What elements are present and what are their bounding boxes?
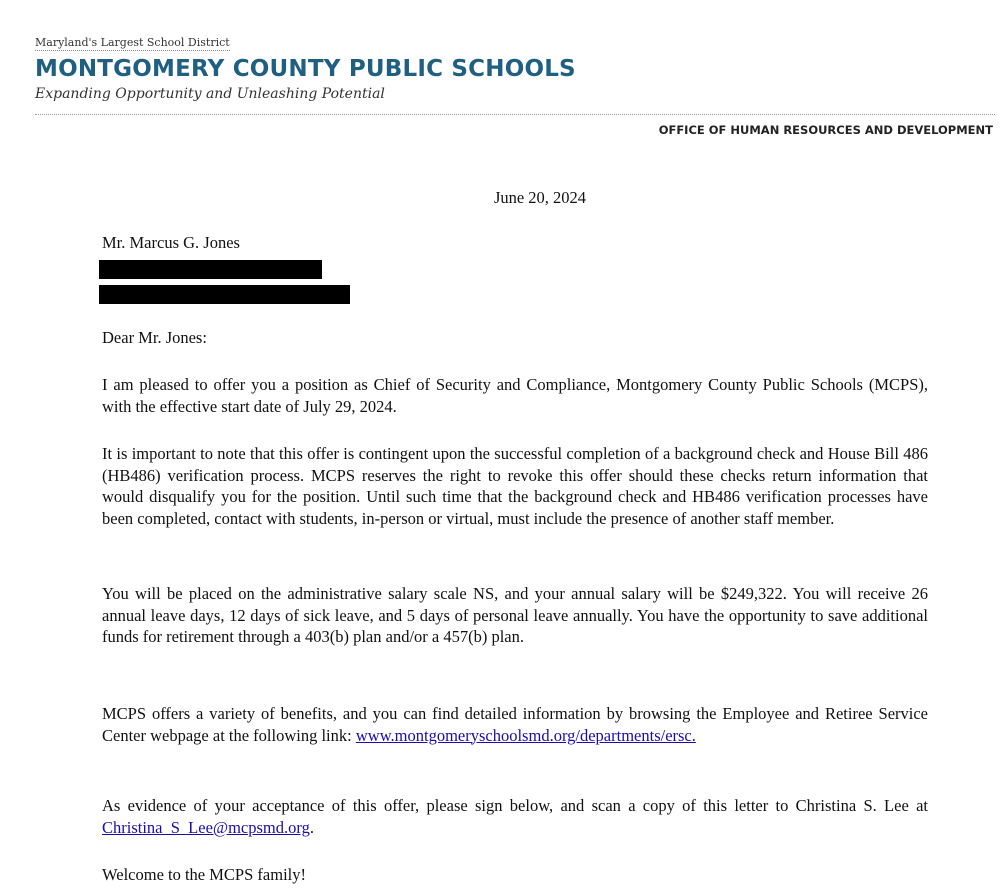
paragraph-offer-text: I am pleased to offer you a position as Chief of Security and Compliance, Montgomery County Public Schools (MCPS), with the effective start date of July 29, 2024. [102, 375, 928, 416]
recipient-name: Mr. Marcus G. Jones [102, 233, 240, 252]
paragraph-welcome-text: Welcome to the MCPS family! [102, 865, 306, 884]
salutation: Dear Mr. Jones: [102, 328, 207, 347]
office-name: OFFICE OF HUMAN RESOURCES AND DEVELOPMENT [658, 123, 993, 137]
redacted-address-line-1 [99, 260, 322, 279]
paragraph-contingency [102, 443, 928, 529]
paragraph-salary [102, 583, 928, 648]
paragraph-salary-text: You will be placed on the administrative salary scale NS, and your annual salary will be $249,322. You will receive 26 annual leave days, 12 days of sick leave, and 5 days of personal leave annually. You have the opportunity to save additional funds for retirement through a 403(b) plan and/or a 457(b) plan. [102, 584, 928, 646]
header-divider [35, 114, 995, 115]
organization-name: MONTGOMERY COUNTY PUBLIC SCHOOLS [35, 56, 576, 82]
paragraph-acceptance [102, 795, 928, 838]
paragraph-benefits [102, 703, 928, 746]
paragraph-contingency-text: It is important to note that this offer is contingent upon the successful completion of a background check and House Bill 486 (HB486) verification process. MCPS reserves the right to revoke this offer should these checks return information that would disqualify you for the position. Until such time that the background check and HB486 verification processes have been completed, contact with students, in-person or virtual, must include the presence of another staff member. [102, 444, 928, 528]
paragraph-offer [102, 374, 928, 417]
acceptance-text: As evidence of your acceptance of this offer, please sign below, and scan a copy of this letter to Christina S. Lee at [102, 796, 928, 815]
paragraph-welcome [102, 864, 928, 886]
benefits-text: MCPS offers a variety of benefits, and you can find detailed information by browsing the Employee and Retiree Service Center webpage at the following link: [102, 704, 928, 745]
organization-motto: Expanding Opportunity and Unleashing Potential [35, 86, 385, 102]
acceptance-end: . [309, 817, 314, 837]
redacted-address-line-2 [99, 285, 350, 304]
paragraph-acceptance-text [102, 795, 928, 838]
email-link[interactable]: Christina_S_Lee@mcpsmd.org [102, 817, 310, 837]
district-tagline: Maryland's Largest School District [35, 36, 230, 49]
paragraph-benefits-text [102, 703, 928, 746]
ersc-link[interactable]: www.montgomeryschoolsmd.org/departments/ersc. [355, 725, 696, 745]
letter-date: June 20, 2024 [493, 188, 587, 207]
